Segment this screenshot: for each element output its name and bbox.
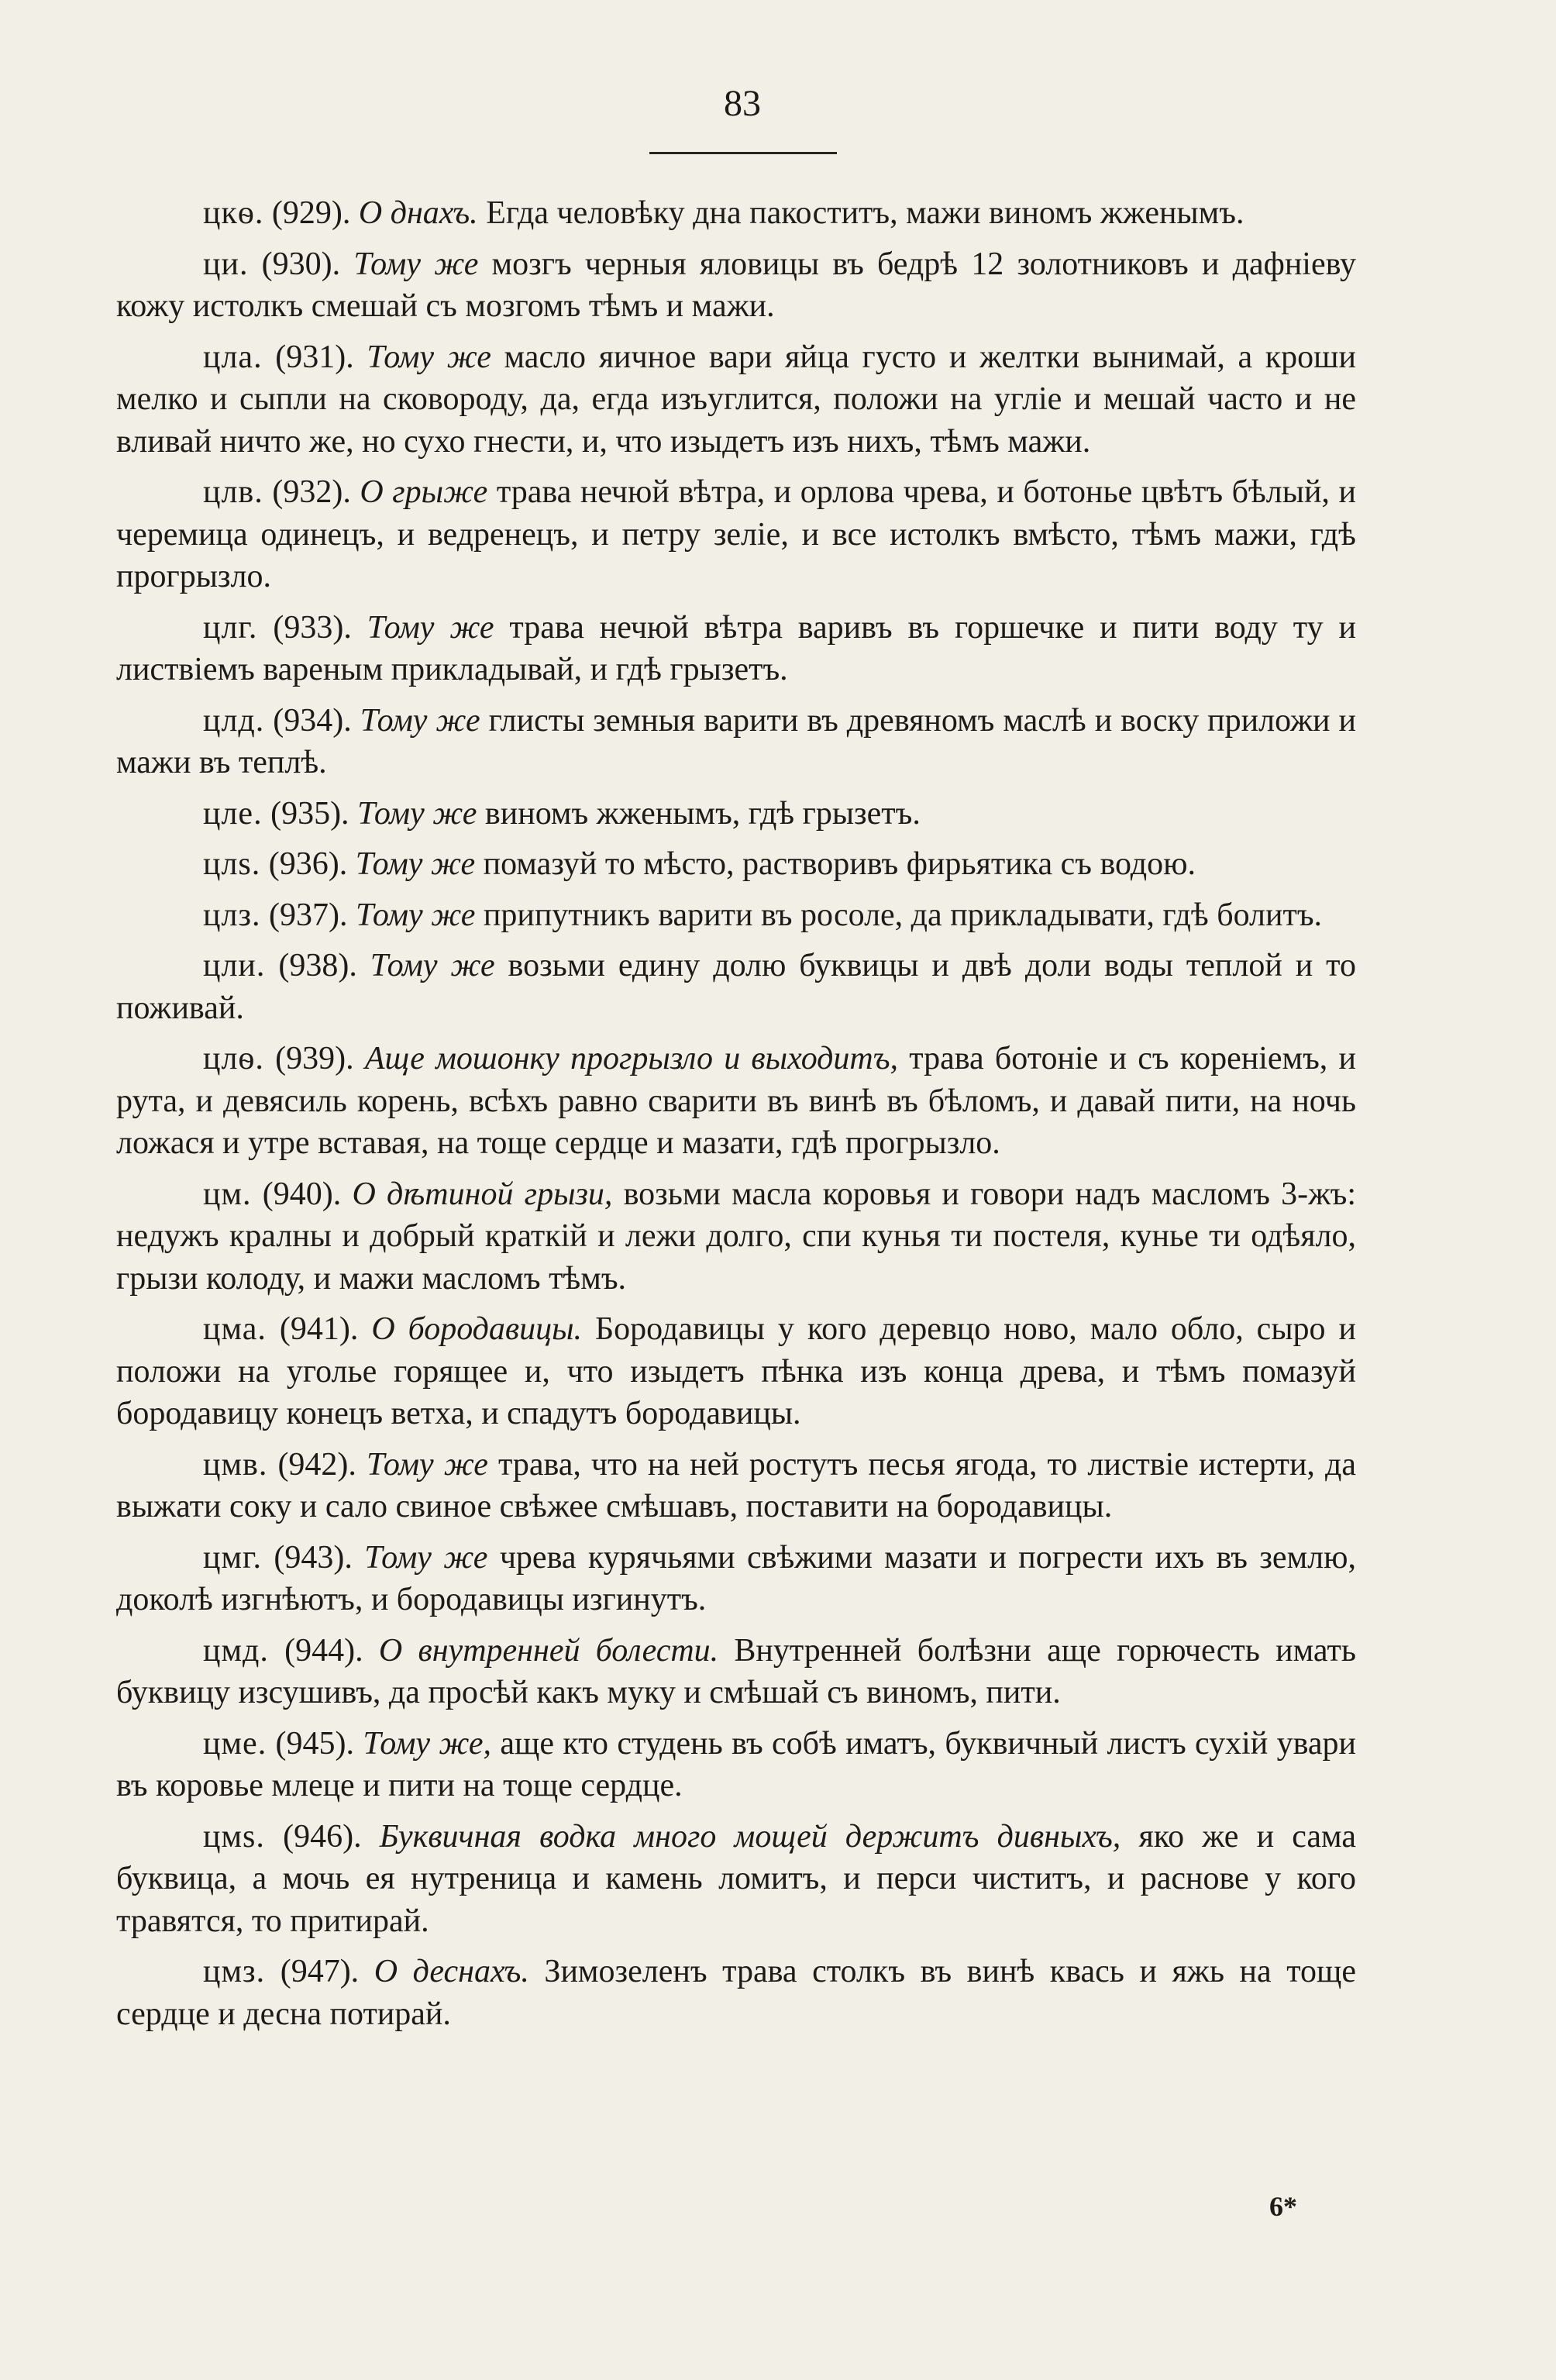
entry-number: цлз. <box>203 897 261 933</box>
entry-number: цмд. <box>203 1632 269 1669</box>
entry-number: цлѳ. <box>203 1041 264 1076</box>
recipe-entry <box>116 471 1356 598</box>
entry-reference: (934). <box>264 702 360 739</box>
entry-text: чрева курячьями свѣжими мазати и погрести ихъ въ землю, доколѣ изгнѣютъ, и бородавицы изгинутъ. <box>116 1539 1356 1617</box>
recipe-entry <box>116 1951 1356 2035</box>
entry-reference: (939). <box>263 1041 365 1076</box>
recipe-entry <box>116 1537 1356 1621</box>
entry-text: припутникъ варити въ росоле, да прикладывати, гдѣ болитъ. <box>475 897 1323 933</box>
entry-reference: (947). <box>265 1954 374 1989</box>
entry-text: трава нечюй вѣтра варивъ въ горшечке и пити воду ту и листвіемъ вареным прикладывай, и гдѣ грызетъ. <box>116 609 1356 687</box>
recipe-entry <box>116 1308 1356 1435</box>
entry-text: мозгъ черныя яловицы въ бедрѣ 12 золотниковъ и дафніеву кожу истолкъ смешай съ мозгомъ тѣмъ и мажи. <box>116 246 1356 324</box>
entry-reference: (943). <box>262 1539 365 1576</box>
entry-number: цма. <box>203 1311 267 1347</box>
entry-reference: (945). <box>267 1725 363 1762</box>
entry-text: помазуй то мѣсто, растворивъ фирьятика съ водою. <box>475 846 1196 882</box>
entry-text: яко же и сама буквица, а мочь ея нутреница и камень ломитъ, и перси чиститъ, и раснове у кого травятся, то притирай. <box>116 1818 1356 1939</box>
entry-text: масло яичное вари яйца густо и желтки вынимай, а кроши мелко и сыпли на сковороду, да, егда изъуглится, положи на угліе и мешай часто и не вливай ничто же, но сухо гнести, и, что изыдетъ изъ нихъ, тѣмъ мажи. <box>116 339 1356 460</box>
recipe-entry <box>116 336 1356 463</box>
entry-reference: (932). <box>263 474 360 510</box>
recipe-entry <box>116 1816 1356 1943</box>
entry-text: аще кто студень въ собѣ иматъ, буквичный листъ сухій увари въ коровье млеце и пити на тоще сердце. <box>116 1725 1356 1803</box>
entry-reference: (930). <box>248 246 354 282</box>
recipe-entry <box>116 793 1356 835</box>
entry-title: Аще мошонку прогрызло и выходитъ, <box>364 1041 899 1076</box>
entry-text: виномъ жженымъ, гдѣ грызетъ. <box>477 795 921 832</box>
entry-title: Тому же <box>357 795 477 832</box>
entry-title: Тому же <box>367 609 494 646</box>
entry-number: цмг. <box>203 1539 263 1576</box>
entry-number: цлг. <box>203 609 258 646</box>
entry-text: Бородавицы у кого деревцо ново, мало обло, сыро и положи на уголье горящее и, что изыдетъ пѣнка изъ конца древа, и тѣмъ помазуй бородавицу конецъ ветха, и спадутъ бородавицы. <box>116 1311 1356 1431</box>
entry-title: О внутренней болести. <box>378 1632 719 1669</box>
recipe-entry <box>116 1723 1356 1807</box>
entry-title: Тому же, <box>363 1725 492 1762</box>
entry-reference: (946). <box>264 1818 380 1855</box>
entry-title: Тому же <box>360 702 480 739</box>
entry-number: ци. <box>203 246 249 282</box>
entry-number: цмѕ. <box>203 1818 265 1855</box>
recipe-entry <box>116 1038 1356 1165</box>
entry-title: О бородавицы. <box>371 1311 583 1347</box>
entry-reference: (944). <box>268 1632 379 1669</box>
entry-title: Тому же <box>353 246 479 282</box>
entry-number: цме. <box>203 1725 267 1762</box>
entry-number: цла. <box>203 339 263 375</box>
entry-reference: (938). <box>265 948 370 983</box>
recipe-entry <box>116 843 1356 886</box>
entry-number: цмв. <box>203 1446 268 1483</box>
entry-reference: (937). <box>260 897 356 933</box>
entry-text: глисты земныя варити въ древяномъ маслѣ и воску приложи и мажи въ теплѣ. <box>116 702 1356 780</box>
recipe-entry <box>116 607 1356 691</box>
entry-reference: (935). <box>262 795 358 832</box>
entry-title: Тому же <box>367 339 491 375</box>
entry-number: цли. <box>203 948 266 983</box>
entry-reference: (933). <box>257 609 367 646</box>
entry-reference: (931). <box>262 339 367 375</box>
page-number: 83 <box>724 83 761 124</box>
entry-text: трава нечюй вѣтра, и орлова чрева, и ботонье цвѣтъ бѣлый, и черемица одинецъ, и ведренецъ, и петру зеліе, и все истолкъ вмѣсто, тѣмъ мажи, гдѣ прогрызло. <box>116 474 1356 594</box>
recipe-entry <box>116 1173 1356 1300</box>
entry-text: трава ботоніе и съ кореніемъ, и рута, и девясиль корень, всѣхъ равно сварити въ винѣ въ бѣломъ, и давай пити, на ночь ложася и утре вставая, на тоще сердце и мазати, гдѣ прогрызло. <box>116 1041 1357 1161</box>
entries-list <box>116 192 1356 2044</box>
entry-title: Тому же <box>356 897 476 933</box>
recipe-entry <box>116 945 1356 1029</box>
entry-text: возьми едину долю буквицы и двѣ доли воды теплой и то поживай. <box>116 948 1356 1026</box>
entry-text: возьми масла коровья и говори надъ масломъ 3-жъ: недужъ кралны и добрый краткій и лежи долго, спи кунья ти постеля, кунье ти одѣяло, грызи колоду, и мажи масломъ тѣмъ. <box>116 1176 1356 1297</box>
entry-reference: (929). <box>263 195 359 231</box>
entry-reference: (940). <box>251 1176 353 1212</box>
entry-text: Внутренней болѣзни аще горючесть имать буквицу изсушивъ, да просѣй какъ муку и смѣшай съ виномъ, пити. <box>116 1632 1356 1710</box>
entry-text: Егда человѣку дна пакоститъ, мажи виномъ жженымъ. <box>477 195 1244 231</box>
entry-title: Тому же <box>370 948 495 983</box>
entry-reference: (942). <box>267 1446 367 1483</box>
entry-title: О днахъ. <box>358 195 478 231</box>
entry-title: О деснахъ. <box>374 1954 529 1989</box>
entry-number: цмз. <box>203 1954 266 1989</box>
recipe-entry <box>116 894 1356 937</box>
entry-title: Тому же <box>364 1539 488 1576</box>
entry-reference: (941). <box>266 1311 372 1347</box>
entry-number: цлд. <box>203 702 265 739</box>
entry-title: О дѣтиной грызи, <box>352 1176 613 1212</box>
entry-title: Тому же <box>366 1446 488 1483</box>
recipe-entry <box>116 243 1356 328</box>
entry-number: цкѳ. <box>203 195 264 231</box>
entry-number: цлѕ. <box>203 846 261 882</box>
entry-number: цм. <box>203 1176 252 1212</box>
entry-title: Буквичная водка много мощей держитъ дивныхъ, <box>379 1818 1121 1855</box>
entry-number: цле. <box>203 795 263 832</box>
entry-title: Тому же <box>355 846 476 882</box>
entry-reference: (936). <box>260 846 356 882</box>
entry-number: цлв. <box>203 474 263 510</box>
recipe-entry <box>116 1630 1356 1714</box>
printer-signature: 6* <box>1269 2191 1297 2222</box>
header-rule <box>649 152 837 154</box>
entry-title: О грыже <box>360 474 488 510</box>
recipe-entry <box>116 700 1356 784</box>
entry-text: Зимозеленъ трава столкъ въ винѣ квась и яжь на тоще сердце и десна потирай. <box>116 1954 1356 2032</box>
recipe-entry <box>116 1444 1356 1528</box>
recipe-entry <box>116 192 1356 235</box>
entry-text: трава, что на ней ростутъ песья ягода, то листвіе истерти, да выжати соку и сало свиное свѣжее смѣшавъ, поставити на бородавицы. <box>116 1446 1356 1524</box>
